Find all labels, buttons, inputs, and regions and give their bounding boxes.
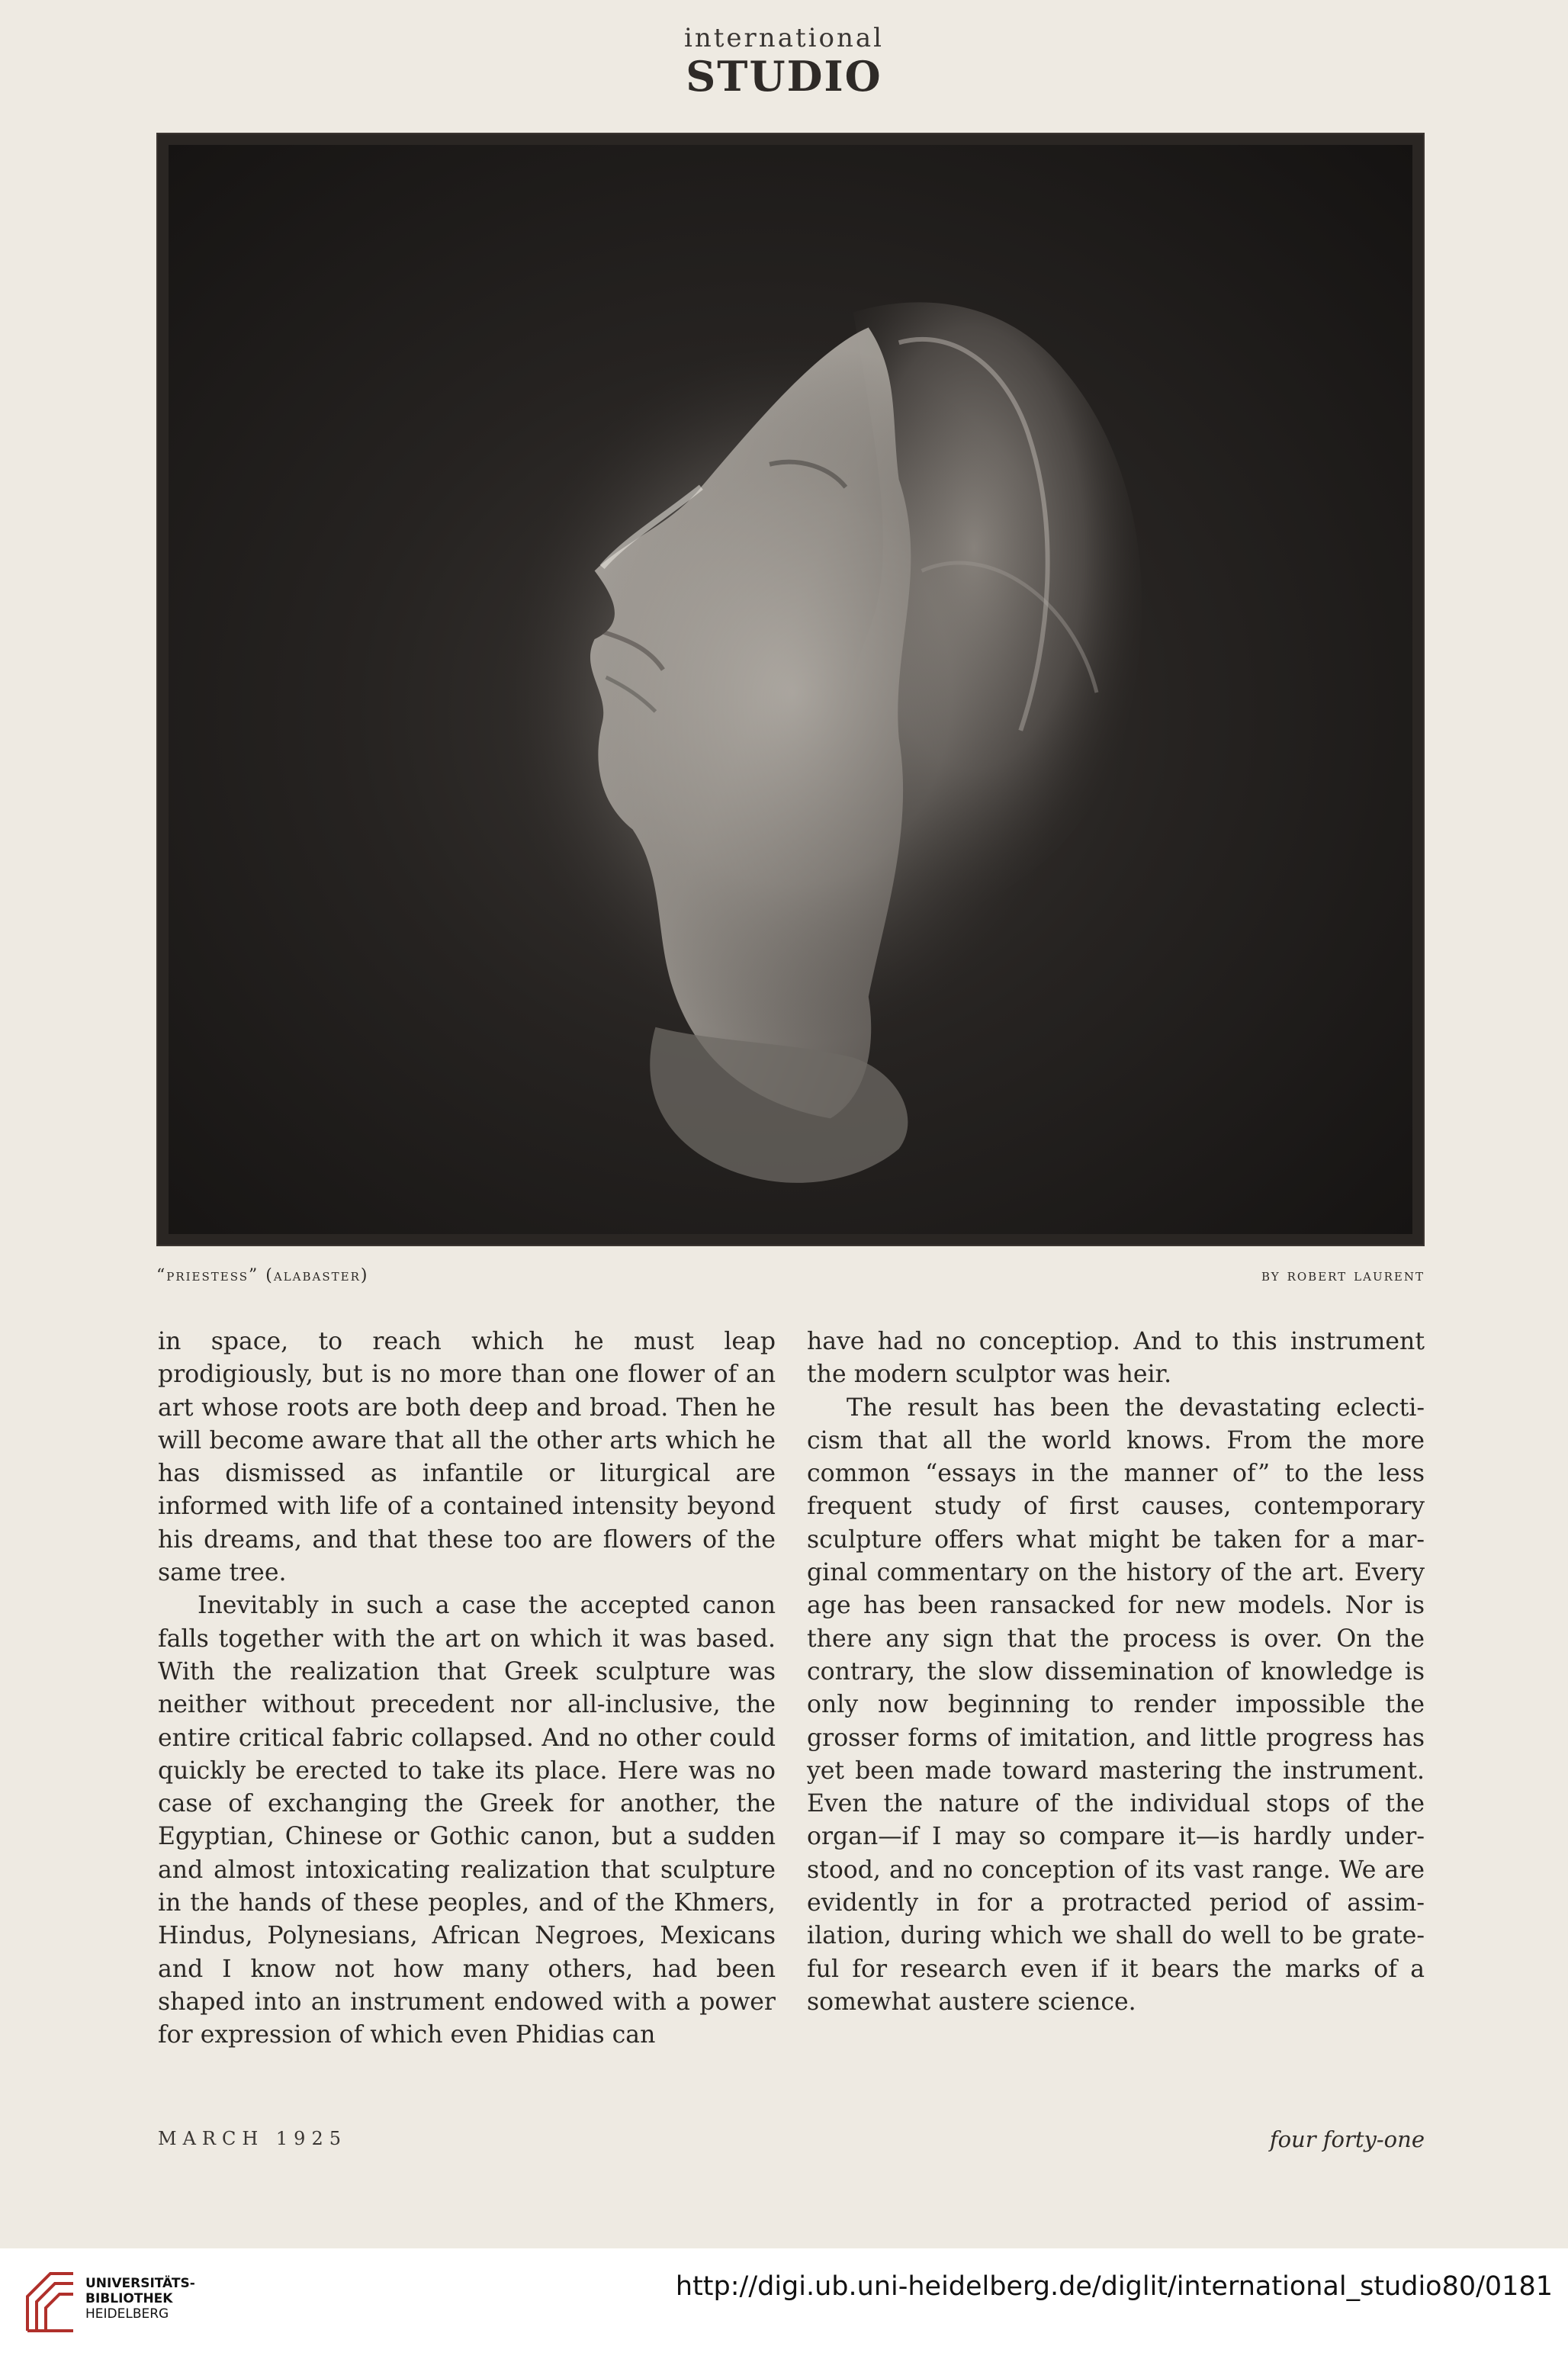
source-url-link[interactable]: http://digi.ub.uni-heidelberg.de/diglit/international_studio80/0181: [675, 2271, 1553, 2302]
paragraph: The result has been the devastating eclecticism that all the world knows. From the more common “essays in the manner of” to the less frequent study of first causes, contemporary sculpture offers what might be taken for a marginal commentary on the history of the art. Every age has been ransacked for new models. Nor is there any sign that the process is over. On the contrary, the slow dissemination of knowledge is only now beginning to render impossible the grosser forms of imitation, and little progress has yet been made toward mastering the instrument. Even the nature of the individual stops of the organ—if I may so compare it—is hardly understood, and no conception of its vast range. We are evidently in for a protracted period of assimilation, during which we shall do well to be grateful for research even if it bears the marks of a somewhat austere science.: [807, 1393, 1425, 2016]
library-name-line2: BIBLIOTHEK: [85, 2291, 173, 2306]
masthead: [0, 23, 1568, 99]
library-name-line1: UNIVERSITÄTS-: [85, 2276, 195, 2291]
sculpture-photograph: [169, 145, 1412, 1234]
library-name: [85, 2276, 195, 2322]
issue-date: MARCH 1925: [158, 2128, 347, 2149]
text-column-left: [158, 1326, 776, 2052]
paragraph: have had no conceptiop. And to this instrument the modern sculptor was heir.: [807, 1328, 1425, 1389]
text-column-right: [807, 1326, 1425, 2019]
page-number: four forty-one: [1269, 2126, 1425, 2152]
library-footer-bar: [0, 2248, 1568, 2359]
caption-title: “priestess” (alabaster): [156, 1266, 369, 1285]
paragraph: in space, to reach which he must leap prodigiously, but is no more than one flower of an art whose roots are both deep and broad. Then he will become aware that all the other arts which he has dismissed as infantile or liturgical are informed with life of a contained intensity beyond his dreams, and that these too are flowers of the same tree.: [158, 1328, 776, 1587]
plate-caption: [156, 1266, 1425, 1285]
masthead-title: STUDIO: [686, 52, 882, 101]
paragraph: Inevitably in such a case the accepted canon falls together with the art on which it was based. With the realization that Greek sculpture was neither without precedent nor all-inclusive, the entire critical fabric collapsed. And no other could quickly be erected to take its place. Here was no case of exchanging the Greek for another, the Egyptian, Chinese or Gothic canon, but a sudden and almost intoxicating realization that sculpture in the hands of these peoples, and of the Khmers, Hindus, Polynesians, African Negroes, Mexicans and I know not how many others, had been shaped into an instrument endowed with a power for expression of which even Phidias can: [158, 1592, 776, 2049]
priestess-head-image: [169, 145, 1412, 1234]
masthead-line1: international: [683, 23, 885, 53]
sculpture-plate: [156, 133, 1425, 1246]
caption-artist: by robert laurent: [1261, 1266, 1425, 1285]
library-logo-icon: [20, 2262, 81, 2338]
library-name-line3: HEIDELBERG: [85, 2306, 169, 2322]
